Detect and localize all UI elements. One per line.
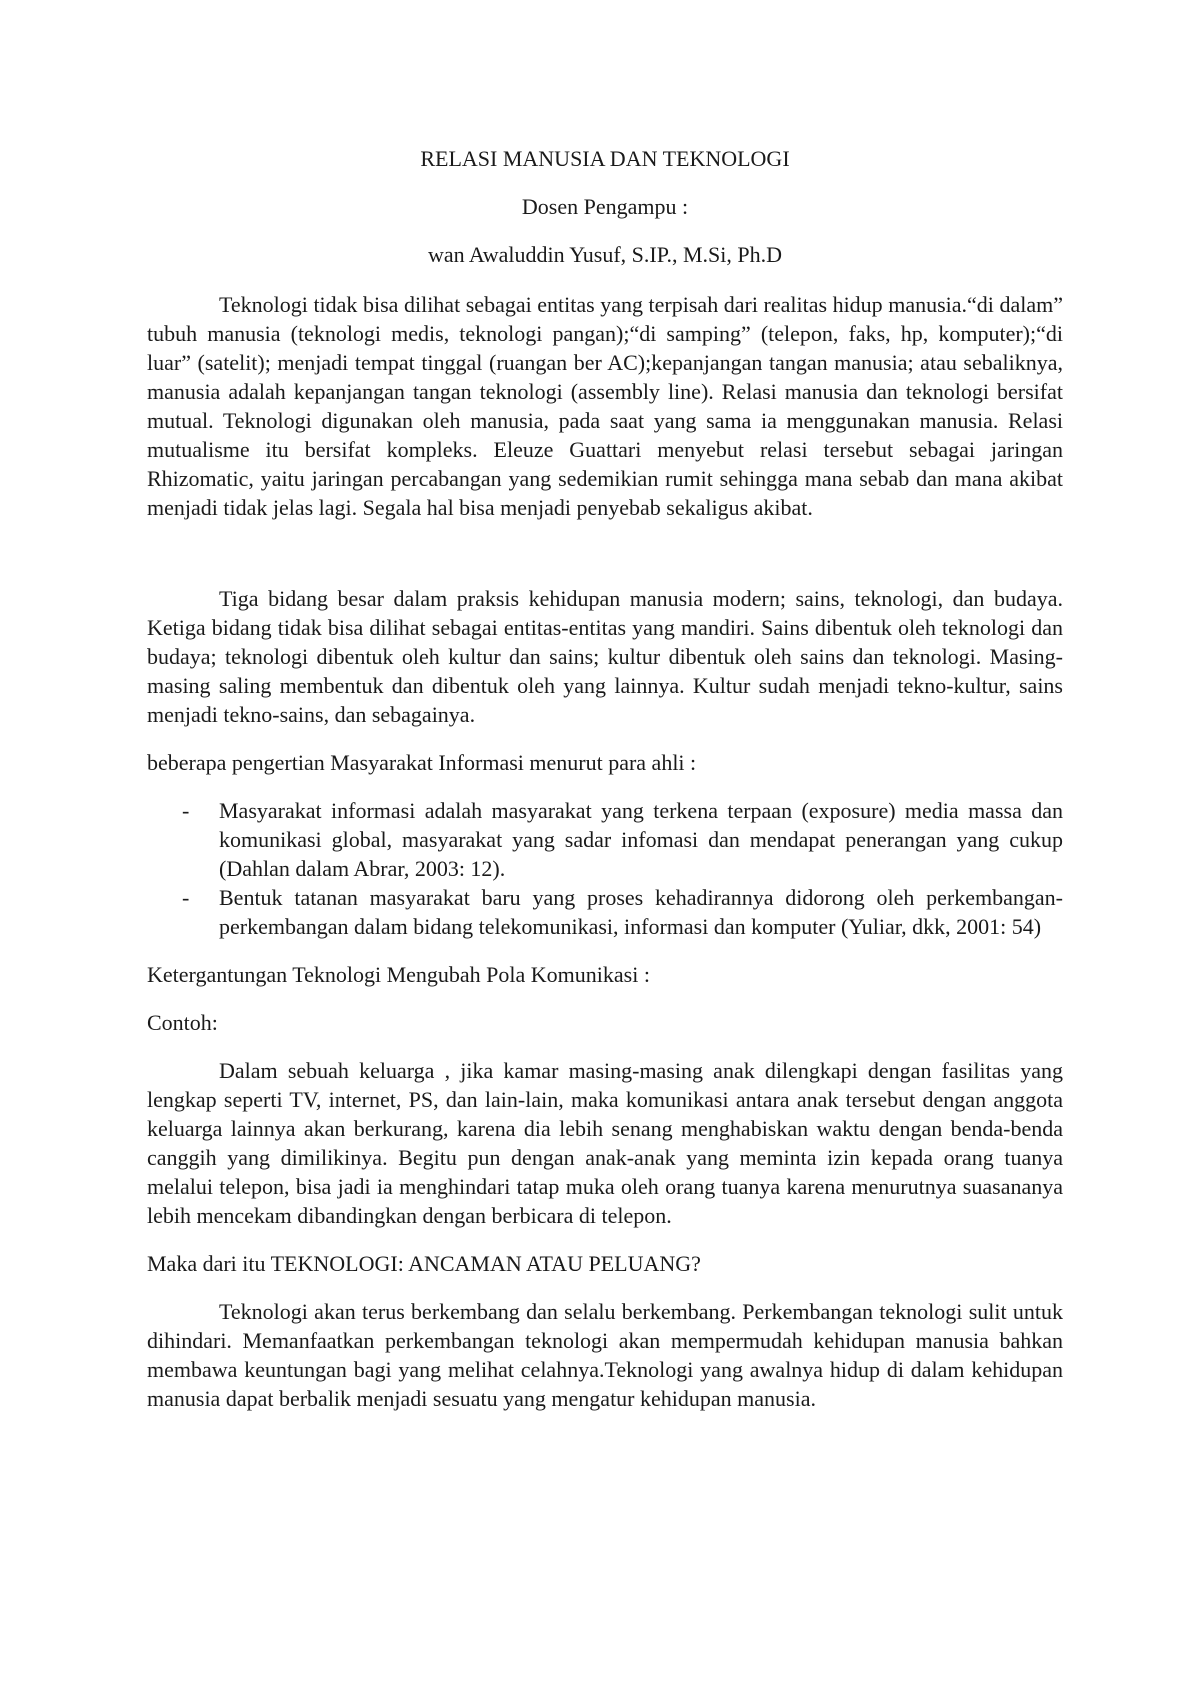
definitions-list	[147, 796, 1063, 941]
definitions-heading: beberapa pengertian Masyarakat Informasi menurut para ahli :	[147, 750, 697, 775]
document-body	[147, 144, 1063, 1413]
paragraph-example: Dalam sebuah keluarga , jika kamar masing-masing anak dilengkapi dengan fasilitas yang lengkap seperti TV, internet, PS, dan lain-lain, maka komunikasi antara anak tersebut dengan anggota keluarga lainnya akan berkurang, karena dia lebih senang menghabiskan waktu dengan benda-benda canggih yang dimilikinya. Begitu pun dengan anak-anak yang meminta izin kepada orang tuanya melalui telepon, bisa jadi ia menghindari tatap muka oleh orang tuanya karena menurutnya suasananya lebih mencekam dibandingkan dengan berbicara di telepon.	[147, 1058, 1063, 1228]
list-item-text: Masyarakat informasi adalah masyarakat yang terkena terpaan (exposure) media massa dan komunikasi global, masyarakat yang sadar infomasi dan mendapat penerangan yang cukup (Dahlan dalam Abrar, 2003: 12).	[219, 798, 1063, 881]
list-item	[147, 796, 1063, 883]
lecturer-label: Dosen Pengampu :	[521, 194, 689, 219]
paragraph-fields: Tiga bidang besar dalam praksis kehidupan manusia modern; sains, teknologi, dan budaya. Ketiga bidang tidak bisa dilihat sebagai entitas-entitas yang mandiri. Sains dibentuk oleh teknologi dan budaya; teknologi dibentuk oleh kultur dan sains; kultur dibentuk oleh sains dan teknologi. Masing-masing saling membentuk dan dibentuk oleh yang lainnya. Kultur sudah menjadi tekno-kultur, sains menjadi tekno-sains, dan sebagainya.	[147, 586, 1063, 727]
question-heading: Maka dari itu TEKNOLOGI: ANCAMAN ATAU PELUANG?	[147, 1251, 701, 1276]
document-title: RELASI MANUSIA DAN TEKNOLOGI	[420, 146, 790, 171]
example-label: Contoh:	[147, 1010, 218, 1035]
dependency-heading: Ketergantungan Teknologi Mengubah Pola Komunikasi :	[147, 962, 650, 987]
paragraph-conclusion: Teknologi akan terus berkembang dan selalu berkembang. Perkembangan teknologi sulit untuk dihindari. Memanfaatkan perkembangan teknologi akan mempermudah kehidupan manusia bahkan membawa keuntungan bagi yang melihat celahnya.Teknologi yang awalnya hidup di dalam kehidupan manusia dapat berbalik menjadi sesuatu yang mengatur kehidupan manusia.	[147, 1299, 1063, 1411]
list-item	[147, 883, 1063, 941]
spacer	[147, 522, 1063, 584]
paragraph-relation: Teknologi tidak bisa dilihat sebagai entitas yang terpisah dari realitas hidup manusia.“di dalam” tubuh manusia (teknologi medis, teknologi pangan);“di samping” (telepon, faks, hp, komputer);“di luar” (satelit); menjadi tempat tinggal (ruangan ber AC);kepanjangan tangan manusia; atau sebaliknya, manusia adalah kepanjangan tangan teknologi (assembly line). Relasi manusia dan teknologi bersifat mutual. Teknologi digunakan oleh manusia, pada saat yang sama ia menggunakan manusia. Relasi mutualisme itu bersifat kompleks. Eleuze Guattari menyebut relasi tersebut sebagai jaringan Rhizomatic, yaitu jaringan percabangan yang sedemikian rumit sehingga mana sebab dan mana akibat menjadi tidak jelas lagi. Segala hal bisa menjadi penyebab sekaligus akibat.	[147, 292, 1063, 520]
lecturer-name: wan Awaluddin Yusuf, S.IP., M.Si, Ph.D	[427, 242, 783, 267]
dash-bullet: -	[182, 885, 190, 910]
list-item-text: Bentuk tatanan masyarakat baru yang proses kehadirannya didorong oleh perkembangan-perkembangan dalam bidang telekomunikasi, informasi dan komputer (Yuliar, dkk, 2001: 54)	[219, 885, 1063, 939]
dash-bullet: -	[182, 798, 190, 823]
